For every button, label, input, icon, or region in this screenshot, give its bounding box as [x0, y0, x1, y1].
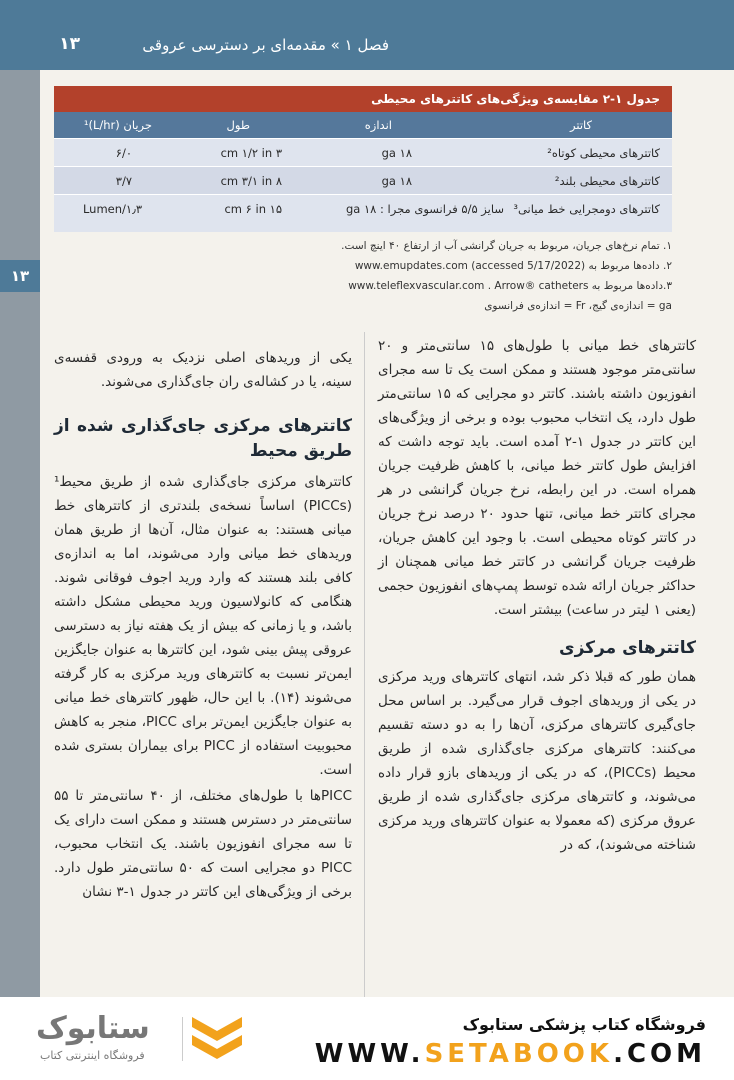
table-cell: ۱۵ cm ۶ in — [224, 202, 282, 216]
left-column — [54, 346, 352, 904]
page-number: ۱۳ — [59, 34, 80, 54]
chevron-logo-icon — [188, 1013, 246, 1065]
footnote: ۳.داده‌ها مربوط به www.teleflexvascular.com . Arrow® catheters — [348, 280, 672, 292]
side-page-tab: ۱۳ — [0, 260, 40, 292]
table-cell: ۱۸ ga — [381, 146, 412, 160]
section-heading: کاتترهای مرکزی جای‌گذاری شده از طریق محیط — [54, 416, 352, 461]
store-name: فروشگاه کتاب پزشکی ستابوک — [462, 1015, 706, 1034]
column-divider — [364, 332, 365, 997]
table-cell: کاتترهای محیطی کوتاه² — [547, 146, 660, 160]
table-cell: کاتترهای دومجرایی خط میانی³ — [513, 202, 660, 216]
table-cell: ۱٫۳/Lumen — [82, 202, 142, 216]
comparison-table — [54, 86, 672, 232]
table-cell: ۶/۰ — [115, 146, 132, 160]
body-paragraph: همان طور که قبلا ذکر شد، انتهای کاتترهای ورید مرکزی در یکی از وریدهای اجوف قرار می‌گیرد. بر اساس محل جای‌گیری کاتترهای مرکزی، آن‌ها را به دو دسته تقسیم می‌کنند: کاتترهای مرکزی جای‌گذاری شده از طریق محیط (PICCs)، که در یکی از وریدهای بازو قرار داده می‌شوند، و کاتترهای مرکزی جای‌گذاری شده از طریق عروق مرکزی (که معمولا به عنوان کاتترهای ورید مرکزی شناخته می‌شوند)، که در — [378, 669, 696, 853]
table-row — [54, 194, 672, 223]
table-cell: سایز ۵/۵ فرانسوی مجرا : ۱۸ ga — [345, 202, 504, 216]
footnote: ۲. داده‌ها مربوط به www.emupdates.com (accessed 5/17/2022) — [354, 260, 672, 272]
side-margin-bar — [0, 70, 40, 1010]
section-heading: کاتترهای مرکزی — [559, 638, 696, 658]
chapter-title: فصل ۱ » مقدمه‌ای بر دسترسی عروقی — [142, 36, 389, 54]
body-paragraph: یکی از وریدهای اصلی نزدیک به ورودی قفسه‌ی سینه، یا در کشاله‌ی ران جای‌گذاری می‌شوند. — [54, 350, 352, 390]
table-cell: ۳/۷ — [115, 174, 132, 188]
url-highlight: SETABOOK — [424, 1039, 614, 1069]
header-length: طول — [226, 118, 250, 132]
table-title: جدول ۱-۲ مقایسه‌ی ویژگی‌های کاتترهای محیطی — [54, 86, 672, 112]
page-header — [0, 0, 734, 70]
body-paragraph: PICCها با طول‌های مختلف، از ۴۰ سانتی‌متر تا ۵۵ سانتی‌متر در دسترس هستند و ممکن است دارای یک تا سه مجرای انفوزیون باشند. یک انتخاب محبوب، PICC دو مجرایی است که ۵۰ سانتی‌متر طول دارد. برخی از ویژگی‌های این کاتتر در جدول ۱-۳ نشان — [54, 788, 352, 900]
table-cell: ۸ cm ۳/۱ in — [220, 174, 282, 188]
right-column — [378, 334, 696, 857]
header-flow: جریان (L/hr)¹ — [83, 118, 152, 132]
header-catheter: کاتتر — [570, 118, 592, 132]
body-paragraph: کاتترهای خط میانی با طول‌های ۱۵ سانتی‌متر و ۲۰ سانتی‌متر موجود هستند و ممکن است یک تا سه مجرای انفوزیون داشته باشند. کاتتر دو مجرایی که ۱۵ سانتی‌متر طول دارد، یک انتخاب محبوب بوده و برخی از ویژگی‌های این کاتتر در جدول ۱-۲ آمده است. باید توجه داشت که افزایش طول کاتتر خط میانی، با کاهش ظرفیت جریان همراه است. در این رابطه، نرخ جریان گرانشی در هر مجرای کاتتر خط میانی، تنها حدود ۲۰ درصد نرخ جریان در کاتتر کوتاه محیطی است. با وجود این کاهش جریان، ظرفیت جریان گرانشی در کاتتر خط میانی همچنان از حداکثر جریان ارائه شده توسط پمپ‌های انفوزیون حجمی (یعنی ۱ لیتر در ساعت) بیشتر است. — [378, 338, 697, 618]
table-header-row — [54, 112, 672, 138]
logo-subtitle: فروشگاه اینترنتی کتاب — [40, 1049, 145, 1062]
table-row — [54, 166, 672, 195]
footnote: ۱. تمام نرخ‌های جریان، مربوط به جریان گرانشی آب از ارتفاع ۴۰ اینچ است. — [341, 240, 672, 252]
url-suffix: .COM — [613, 1039, 706, 1069]
watermark-footer — [0, 997, 734, 1080]
table-cell: ۳ cm ۱/۲ in — [220, 146, 282, 160]
logo-text: ستابوک — [36, 1011, 150, 1046]
header-size: اندازه — [364, 118, 392, 132]
table-cell: ۱۸ ga — [381, 174, 412, 188]
store-url[interactable] — [315, 1039, 706, 1069]
table-row — [54, 138, 672, 167]
body-paragraph: کاتترهای مرکزی جای‌گذاری شده از طریق محیط¹ (PICCs) اساساً نسخه‌ی بلندتری از کاتترهای خط میانی هستند: به عنوان مثال، آن‌ها از طریق همان وریدهای خط میانی وارد می‌شوند، اما به اندازه‌ی کافی بلند هستند که وارد ورید اجوف فوقانی شوند. هنگامی که کانولاسیون ورید محیطی مشکل داشته باشد، و یا زمانی که بیش از یک هفته نیاز به دسترسی عروقی پیش بینی شود، این کاتترها به عنوان جایگزین ایمن‌تر نسبت به کاتترهای ورید مرکزی به کار گرفته می‌شوند (۱۴). با این حال، ظهور کاتترهای خط میانی به عنوان جایگزین ایمن‌تر برای PICC، منجر به کاهش محبوبیت استفاده از PICC برای بیماران بستری شده است. — [54, 474, 353, 778]
table-cell: کاتترهای محیطی بلند² — [554, 174, 660, 188]
footnote: ga = اندازه‌ی گیج، Fr = اندازه‌ی فرانسوی — [484, 300, 672, 312]
logo-divider — [182, 1017, 183, 1061]
url-prefix: WWW. — [314, 1039, 425, 1069]
